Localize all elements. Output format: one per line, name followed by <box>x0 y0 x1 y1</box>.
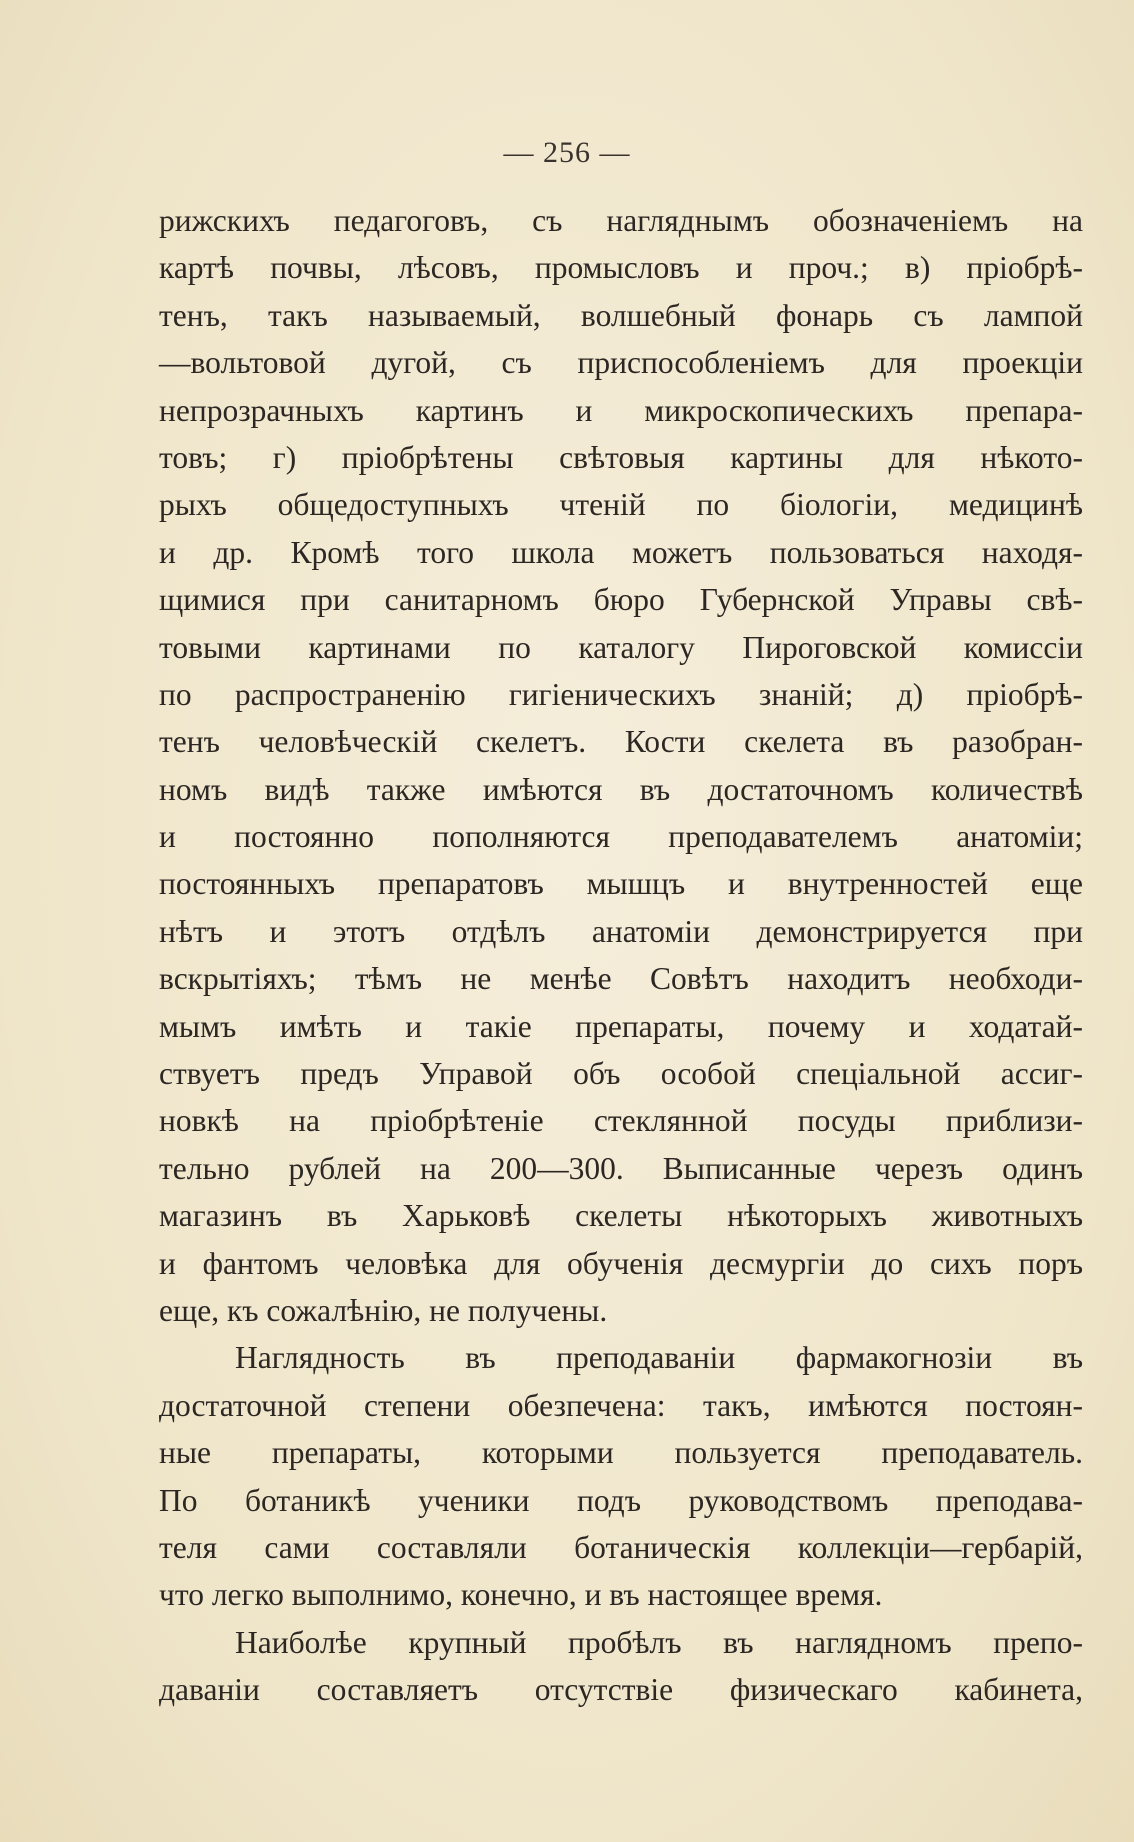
text-line: тенъ человѣческій скелетъ. Кости скелета въ разобран- <box>159 724 1083 760</box>
text-line: рыхъ общедоступныхъ чтеній по біологіи, медицинѣ <box>159 487 1083 523</box>
text-line: ствуетъ предъ Управой объ особой спеціальной ассиг- <box>159 1056 1083 1092</box>
text-line: по распространенію гигіеническихъ знаній; д) пріобрѣ- <box>159 676 1083 712</box>
text-line: картѣ почвы, лѣсовъ, промысловъ и проч.; в) пріобрѣ- <box>159 250 1083 286</box>
text-line: нѣтъ и этотъ отдѣлъ анатоміи демонстрируется при <box>159 913 1083 949</box>
text-line: мымъ имѣть и такіе препараты, почему и ходатай- <box>159 1008 1083 1044</box>
text-line: новкѣ на пріобрѣтеніе стеклянной посуды приблизи- <box>159 1103 1083 1139</box>
text-line: непрозрачныхъ картинъ и микроскопическихъ препара- <box>159 392 1083 428</box>
paragraph-start-line: Наиболѣе крупный пробѣлъ въ наглядномъ препо- <box>235 1624 1083 1660</box>
text-line: достаточной степени обезпечена: такъ, имѣются постоян- <box>159 1387 1083 1423</box>
text-line: По ботаникѣ ученики подъ руководствомъ преподава- <box>159 1482 1083 1518</box>
text-line: ные препараты, которыми пользуется преподаватель. <box>159 1435 1083 1471</box>
text-line: рижскихъ педагоговъ, съ нагляднымъ обозначеніемъ на <box>159 203 1083 238</box>
text-line: даваніи составляетъ отсутствіе физическаго кабинета, <box>159 1672 1083 1708</box>
text-line: вскрытіяхъ; тѣмъ не менѣе Совѣтъ находитъ необходи- <box>159 961 1083 997</box>
text-line: и постоянно пополняются преподавателемъ анатоміи; <box>159 819 1083 855</box>
paragraph-end-line: еще, къ сожалѣнію, не получены. <box>159 1292 608 1328</box>
paragraph-start-line: Наглядность въ преподаваніи фармакогнозіи въ <box>235 1340 1083 1376</box>
page-number: — 256 — <box>503 136 631 169</box>
text-line: тенъ, такъ называемый, волшебный фонарь съ лампой <box>159 297 1083 333</box>
text-line: номъ видѣ также имѣются въ достаточномъ количествѣ <box>159 771 1083 807</box>
paragraph-end-line: что легко выполнимо, конечно, и въ настоящее время. <box>159 1577 883 1613</box>
text-line: теля сами составляли ботаническія коллекціи—гербарій, <box>159 1529 1083 1565</box>
text-line: и др. Кромѣ того школа можетъ пользоваться находя- <box>159 534 1083 570</box>
text-line: и фантомъ человѣка для обученія десмургіи до сихъ поръ <box>159 1245 1083 1281</box>
text-line: тельно рублей на 200—300. Выписанные черезъ одинъ <box>159 1150 1083 1186</box>
text-line: щимися при санитарномъ бюро Губернской Управы свѣ- <box>159 582 1083 618</box>
text-line: магазинъ въ Харьковѣ скелеты нѣкоторыхъ животныхъ <box>159 1198 1083 1234</box>
text-line: товъ; г) пріобрѣтены свѣтовыя картины для нѣкото- <box>159 439 1083 475</box>
body-text <box>159 197 1083 1714</box>
text-line: товыми картинами по каталогу Пироговской комиссіи <box>159 629 1083 665</box>
text-line: —вольтовой дугой, съ приспособленіемъ для проекціи <box>159 345 1083 381</box>
text-line: постоянныхъ препаратовъ мышцъ и внутренностей еще <box>159 866 1083 902</box>
